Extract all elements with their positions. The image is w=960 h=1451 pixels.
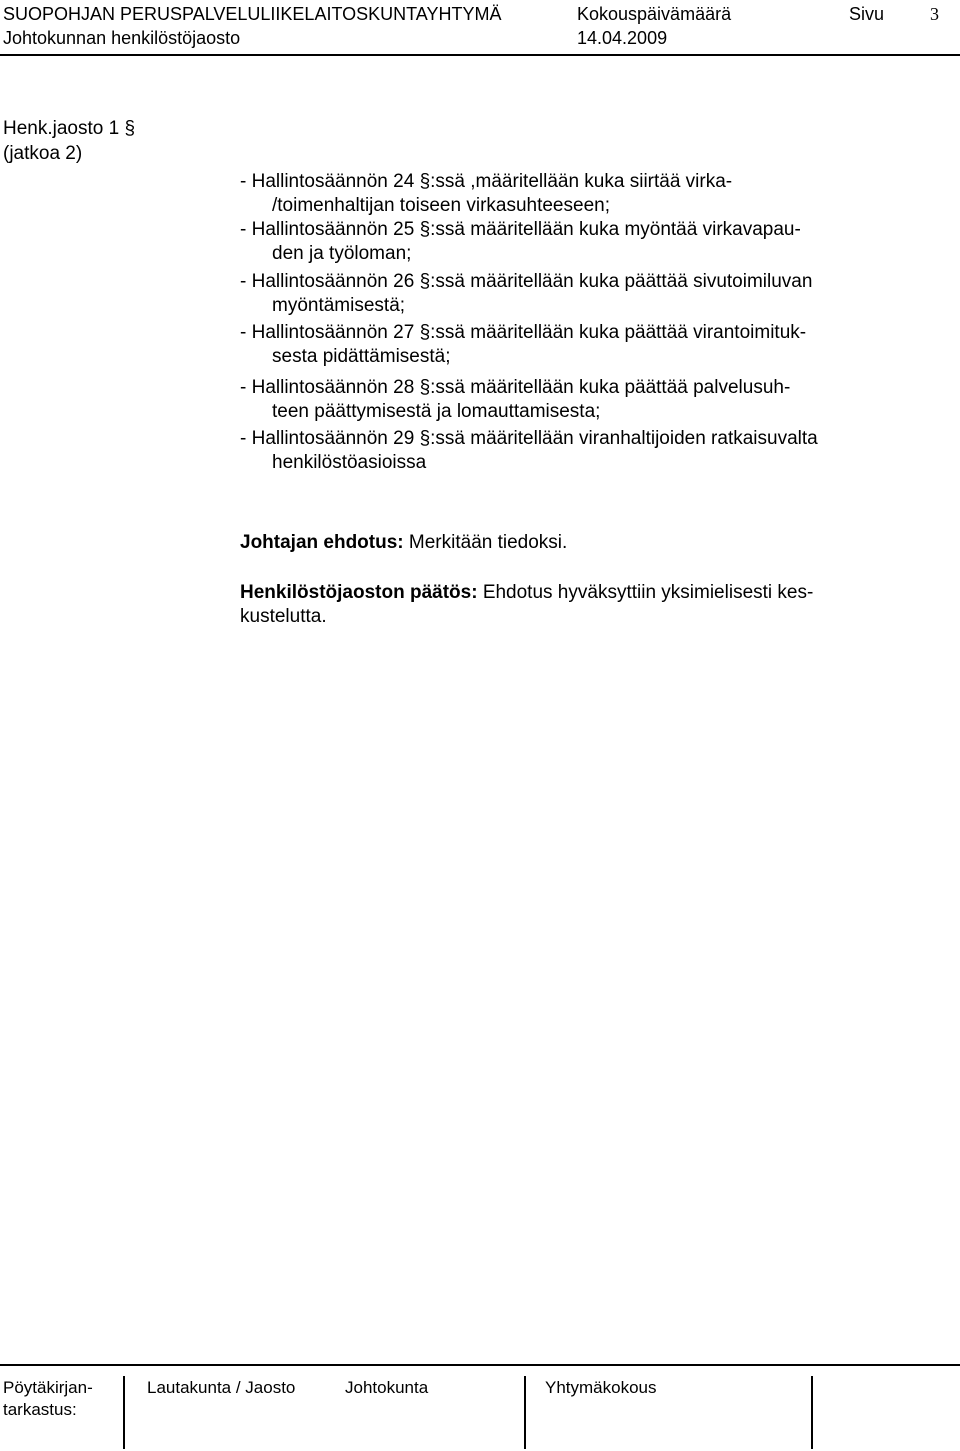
meeting-date-label: Kokouspäivämäärä: [577, 4, 732, 24]
proposal: [240, 533, 567, 553]
footer-executive-label: Johtokunta: [345, 1378, 429, 1397]
page-label: Sivu: [849, 4, 885, 24]
committee-name: Johtokunnan henkilöstöjaosto: [3, 28, 241, 48]
list-item: - Hallintosäännön 29 §:ssä määritellään viranhaltijoiden ratkaisuvalta: [240, 428, 818, 449]
footer-board-label: Lautakunta / Jaosto: [147, 1378, 296, 1397]
list-item: - Hallintosäännön 25 §:ssä määritellään kuka myöntää virkavapau-: [240, 219, 801, 240]
proposal-text: Merkitään tiedoksi.: [408, 532, 568, 553]
footer-review-label: Pöytäkirjan-: [3, 1378, 93, 1397]
decision-text: Ehdotus hyväksyttiin yksimielisesti kes-: [482, 582, 814, 603]
signature-box-divider: [123, 1376, 125, 1449]
footer-review-label-continuation: tarkastus:: [3, 1400, 77, 1419]
header-divider: [0, 54, 960, 56]
decision-label: Henkilöstöjaoston päätös:: [240, 582, 478, 603]
list-item-continuation: den ja työloman;: [272, 243, 412, 264]
proposal-label: Johtajan ehdotus:: [240, 532, 404, 553]
decision-text-continuation: kustelutta.: [240, 606, 327, 627]
decision: [240, 583, 813, 603]
signature-box-divider: [811, 1376, 813, 1449]
list-item: - Hallintosäännön 26 §:ssä määritellään kuka päättää sivutoimiluvan: [240, 271, 813, 292]
page-number: 3: [930, 4, 939, 24]
list-item-continuation: henkilöstöasioissa: [272, 452, 427, 473]
section-title: Henk.jaosto 1 §: [3, 118, 136, 139]
footer-divider: [0, 1364, 960, 1366]
list-item-continuation: myöntämisestä;: [272, 295, 406, 316]
signature-box-divider: [524, 1376, 526, 1449]
section-continuation: (jatkoa 2): [3, 143, 83, 164]
list-item-continuation: sesta pidättämisestä;: [272, 346, 451, 367]
list-item-continuation: /toimenhaltijan toiseen virkasuhteeseen;: [272, 195, 610, 216]
list-item: - Hallintosäännön 28 §:ssä määritellään kuka päättää palvelusuh-: [240, 377, 791, 398]
meeting-date: 14.04.2009: [577, 28, 668, 48]
footer-assembly-label: Yhtymäkokous: [545, 1378, 657, 1397]
list-item: - Hallintosäännön 27 §:ssä määritellään kuka päättää virantoimituk-: [240, 322, 807, 343]
list-item: - Hallintosäännön 24 §:ssä ,määritellään kuka siirtää virka-: [240, 171, 733, 192]
organization-name: SUOPOHJAN PERUSPALVELULIIKELAITOSKUNTAYHTYMÄ: [3, 4, 502, 24]
list-item-continuation: teen päättymisestä ja lomauttamisesta;: [272, 401, 601, 422]
